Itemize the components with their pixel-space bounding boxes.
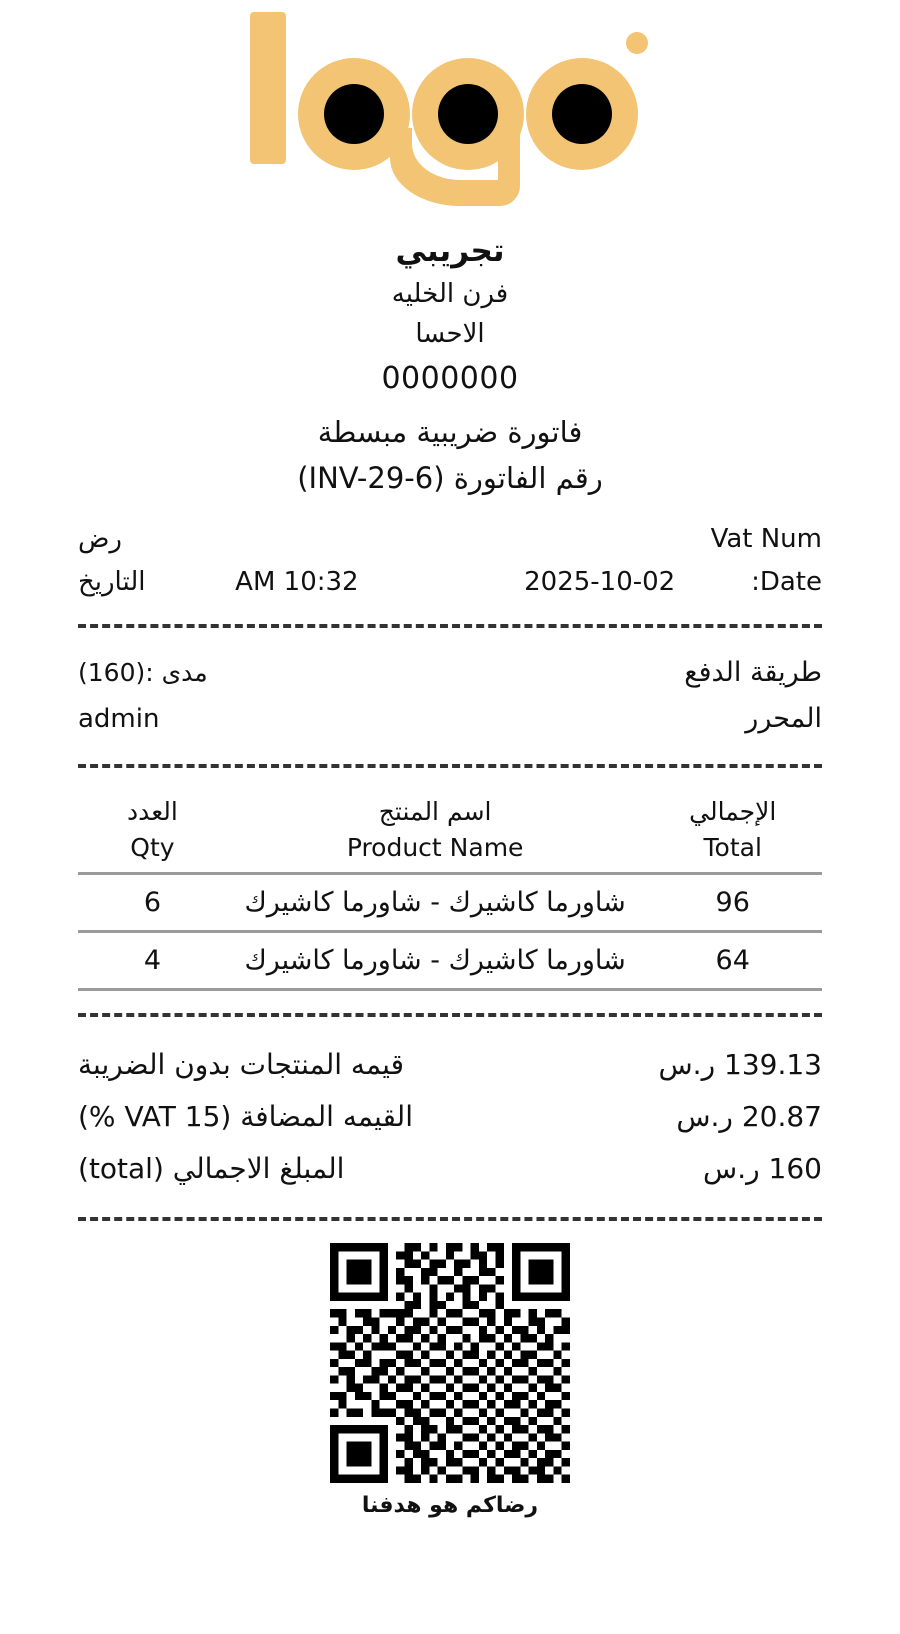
divider-4 (78, 1217, 822, 1221)
items-table (78, 790, 822, 992)
divider-1 (78, 624, 822, 628)
payment-method-row (78, 650, 822, 696)
table-row (78, 932, 822, 990)
qr-container (78, 1243, 822, 1483)
column-header-qty-ar: العدد (126, 796, 178, 826)
subtotal-label: قيمه المنتجات بدون الضريبة (78, 1048, 404, 1082)
invoice-meta (78, 519, 822, 602)
subtotal-row (78, 1039, 822, 1091)
vat-value: 20.87 ر.س (676, 1099, 822, 1133)
grandtotal-row (78, 1143, 822, 1195)
item-qty: 4 (78, 932, 227, 990)
cashier-label: المحرر (745, 702, 822, 734)
column-header-total-en: Total (703, 832, 762, 862)
totals-block (78, 1039, 822, 1194)
items-table-body (78, 874, 822, 990)
item-name: شاورما كاشيرك - شاورما كاشيرك (227, 874, 644, 932)
column-header-qty-en: Qty (130, 832, 175, 862)
column-header-product-en: Product Name (346, 832, 524, 862)
store-branch: فرن الخليه (391, 278, 509, 309)
brand-logo-icon (240, 8, 660, 218)
column-header-total (643, 790, 822, 874)
date-value: 2025-10-02 (524, 566, 676, 597)
items-table-head (78, 790, 822, 874)
item-name: شاورما كاشيرك - شاورما كاشيرك (227, 932, 644, 990)
item-total: 64 (643, 932, 822, 990)
qr-code-icon (330, 1243, 570, 1483)
time-value: 10:32 AM (235, 566, 359, 597)
invoice-number: رقم الفاتورة (INV-29-6) (297, 460, 603, 495)
divider-2 (78, 764, 822, 768)
logo-letter-o1-hole (324, 84, 384, 144)
payment-block (78, 650, 822, 742)
date-row (78, 562, 822, 602)
column-header-qty (78, 790, 227, 874)
divider-3 (78, 1013, 822, 1017)
store-city: الاحسا (415, 319, 485, 350)
logo-letter-l (250, 12, 286, 164)
item-qty: 6 (78, 874, 227, 932)
column-header-product-ar: اسم المنتج (378, 796, 492, 826)
logo-letter-o3-hole (552, 84, 612, 144)
column-header-total-ar: الإجمالي (689, 796, 777, 826)
store-name: تجريبي (395, 233, 505, 269)
date-label-ar: التاريخ (77, 566, 146, 597)
payment-method-value: مدى :(160) (78, 657, 208, 687)
vat-number-row (78, 519, 822, 559)
logo-container (78, 0, 822, 225)
document-type: فاتورة ضريبية مبسطة (317, 414, 583, 449)
footer-note: رضاكم هو هدفنا (361, 1492, 539, 1518)
vat-label: القيمه المضافة (VAT 15 %) (78, 1099, 413, 1133)
grandtotal-value: 160 ر.س (703, 1151, 822, 1185)
vat-number-label-ar: رض (78, 524, 122, 555)
vat-number-label-en: Vat Num (710, 524, 822, 555)
store-phone: 0000000 (381, 360, 519, 396)
table-row (78, 874, 822, 932)
logo-dot-icon (626, 32, 648, 54)
grandtotal-label: المبلغ الاجمالي (total) (78, 1151, 345, 1185)
store-header (78, 229, 822, 501)
cashier-value: admin (78, 703, 160, 734)
cashier-row (78, 696, 822, 742)
date-label-en: Date: (751, 566, 822, 597)
vat-row (78, 1091, 822, 1143)
logo-letter-o2-hole (438, 84, 498, 144)
item-total: 96 (643, 874, 822, 932)
payment-method-label: طريقة الدفع (684, 656, 822, 688)
subtotal-value: 139.13 ر.س (658, 1048, 822, 1082)
column-header-product (227, 790, 644, 874)
items-table-header-row (78, 790, 822, 874)
